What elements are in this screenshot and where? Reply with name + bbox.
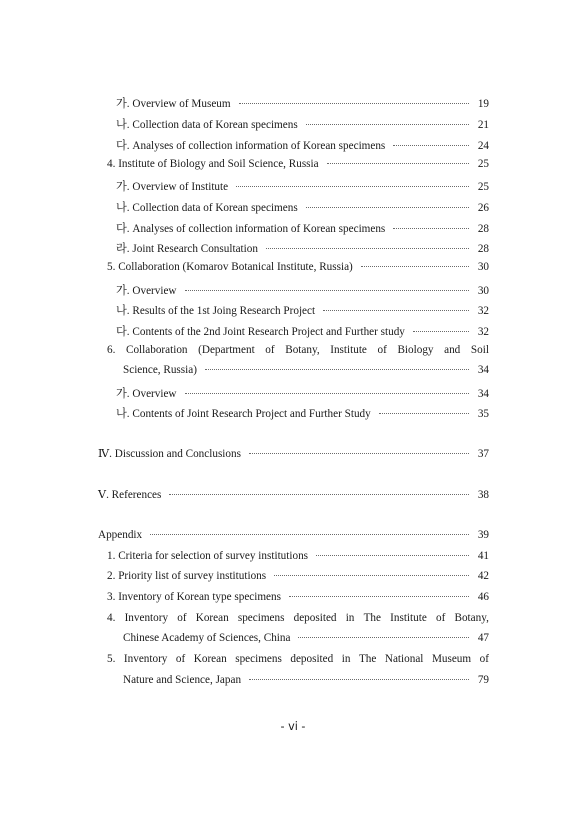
toc-entry[interactable] [116, 116, 489, 132]
toc-entry-label: 나. Results of the 1st Joing Research Project [116, 305, 316, 317]
toc-entry-label: Appendix [98, 529, 143, 541]
toc-entry-page: 24 [477, 140, 489, 152]
toc-entry[interactable] [116, 405, 489, 421]
word: of [265, 344, 275, 356]
word: Biology [397, 344, 434, 356]
toc-entry-page: 21 [477, 119, 489, 131]
word: of [377, 344, 387, 356]
dot-leader [185, 392, 469, 394]
toc-entry-label: 나. Contents of Joint Research Project and Further Study [116, 408, 371, 420]
dot-leader [361, 265, 469, 267]
word: The [363, 612, 381, 624]
toc-entry-label: 2. Priority list of survey institutions [107, 570, 267, 582]
word: 4. [107, 612, 116, 624]
toc-entry-label: 5. Collaboration (Komarov Botanical Institute, Russia) [107, 261, 353, 273]
toc-entry-label: 다. Analyses of collection information of Korean specimens [116, 140, 386, 152]
word: Inventory [124, 612, 169, 624]
toc-entry[interactable] [123, 364, 489, 376]
word: and [444, 344, 461, 356]
word: of [479, 653, 489, 665]
word: Inventory [123, 653, 168, 665]
dot-leader [298, 636, 469, 638]
page-number-footer: - vi - [280, 720, 306, 733]
dot-leader [393, 144, 469, 146]
dot-leader [274, 574, 469, 576]
toc-entry-label: 나. Collection data of Korean specimens [116, 119, 298, 131]
dot-leader [327, 162, 469, 164]
toc-entry-page: 79 [477, 674, 489, 686]
word: Museum [431, 653, 472, 665]
toc-entry[interactable] [116, 385, 489, 401]
toc-entry-label: 1. Criteria for selection of survey institutions [107, 550, 309, 562]
dot-leader [316, 554, 469, 556]
toc-entry-page: 25 [477, 158, 489, 170]
toc-entry[interactable] [116, 323, 489, 339]
toc-entry-label: 가. Overview [116, 388, 177, 400]
toc-entry-page: 32 [477, 305, 489, 317]
toc-entry-label: Nature and Science, Japan [123, 674, 242, 686]
toc-entry-label: 4. Institute of Biology and Soil Science, Russia [107, 158, 319, 170]
toc-entry[interactable] [116, 240, 489, 256]
word: Institute [330, 344, 367, 356]
word: 6. [107, 344, 116, 356]
toc-entry[interactable] [107, 261, 489, 273]
toc-entry-page: 41 [477, 550, 489, 562]
toc-entry-wrapped-line[interactable] [107, 653, 489, 665]
word: Korean [193, 653, 227, 665]
dot-leader [289, 595, 469, 597]
toc-entry-label: 나. Collection data of Korean specimens [116, 202, 298, 214]
dot-leader [393, 227, 469, 229]
word: Institute [390, 612, 427, 624]
dot-leader [306, 206, 469, 208]
word: deposited [293, 612, 337, 624]
toc-entry-page: 47 [477, 632, 489, 644]
toc-entry-label: 3. Inventory of Korean type specimens [107, 591, 281, 603]
toc-entry-page: 19 [477, 98, 489, 110]
toc-entry[interactable] [123, 632, 489, 644]
word: The [358, 653, 377, 665]
toc-entry[interactable] [116, 137, 489, 153]
word: Soil [470, 344, 489, 356]
dot-leader [236, 185, 469, 187]
toc-entry-wrapped-line[interactable] [107, 612, 489, 624]
toc-entry-page: 38 [477, 489, 489, 501]
toc-entry-wrapped-line[interactable] [107, 344, 489, 356]
toc-entry[interactable] [116, 95, 489, 111]
dot-leader [185, 289, 469, 291]
word: of [175, 653, 186, 665]
dot-leader [306, 123, 469, 125]
dot-leader [266, 247, 469, 249]
word: specimens [237, 612, 285, 624]
dot-leader [249, 678, 469, 680]
dot-leader [169, 493, 469, 495]
toc-entry-page: 26 [477, 202, 489, 214]
word: Korean [195, 612, 229, 624]
toc-entry[interactable] [107, 591, 489, 603]
toc-entry-label: 가. Overview of Institute [116, 181, 229, 193]
toc-entry-label: 다. Contents of the 2nd Joint Research Project and Further study [116, 326, 405, 338]
toc-entry-page: 35 [477, 408, 489, 420]
word: in [345, 612, 355, 624]
toc-entry-page: 25 [477, 181, 489, 193]
toc-entry-page: 28 [477, 243, 489, 255]
toc-entry-page: 42 [477, 570, 489, 582]
toc-entry-label: 다. Analyses of collection information of Korean specimens [116, 223, 386, 235]
toc-entry[interactable] [116, 178, 489, 194]
toc-entry[interactable] [123, 674, 489, 686]
toc-entry-page: 39 [477, 529, 489, 541]
word: Botany, [285, 344, 320, 356]
toc-entry[interactable] [98, 447, 489, 460]
word: 5. [107, 653, 116, 665]
word: specimens [235, 653, 282, 665]
toc-entry-label: Science, Russia) [123, 364, 197, 376]
toc-entry-label: 가. Overview of Museum [116, 98, 231, 110]
dot-leader [323, 309, 469, 311]
word: of [435, 612, 446, 624]
word: (Department [198, 344, 255, 356]
toc-entry[interactable] [116, 302, 489, 318]
word: Collaboration [126, 344, 188, 356]
dot-leader [379, 412, 469, 414]
toc-entry-page: 32 [477, 326, 489, 338]
word: National [384, 653, 424, 665]
toc-entry-label: 가. Overview [116, 285, 177, 297]
toc-entry[interactable] [116, 220, 489, 236]
word: of [177, 612, 187, 624]
toc-entry-page: 30 [477, 261, 489, 273]
toc-entry[interactable] [116, 199, 489, 215]
toc-entry-page: 28 [477, 223, 489, 235]
dot-leader [239, 102, 469, 104]
toc-entry-page: 30 [477, 285, 489, 297]
toc-entry-page: 34 [477, 364, 489, 376]
toc-entry[interactable] [107, 158, 489, 170]
toc-entry[interactable] [98, 529, 489, 541]
toc-entry-page: 46 [477, 591, 489, 603]
dot-leader [150, 533, 469, 535]
toc-entry-label: Chinese Academy of Sciences, China [123, 632, 291, 644]
toc-entry-label: 라. Joint Research Consultation [116, 243, 258, 255]
dot-leader [249, 452, 469, 454]
dot-leader [205, 368, 469, 370]
toc-entry[interactable] [98, 488, 489, 501]
toc-entry[interactable] [107, 570, 489, 582]
word: deposited [290, 653, 334, 665]
toc-entry-page: 34 [477, 388, 489, 400]
word: in [341, 653, 351, 665]
word: Botany, [454, 612, 489, 624]
toc-entry[interactable] [107, 550, 489, 562]
toc-entry-label: Ⅳ. Discussion and Conclusions [98, 448, 241, 460]
dot-leader [413, 330, 469, 332]
toc-entry[interactable] [116, 282, 489, 298]
toc-entry-page: 37 [477, 448, 489, 460]
toc-entry-label: Ⅴ. References [98, 489, 162, 501]
